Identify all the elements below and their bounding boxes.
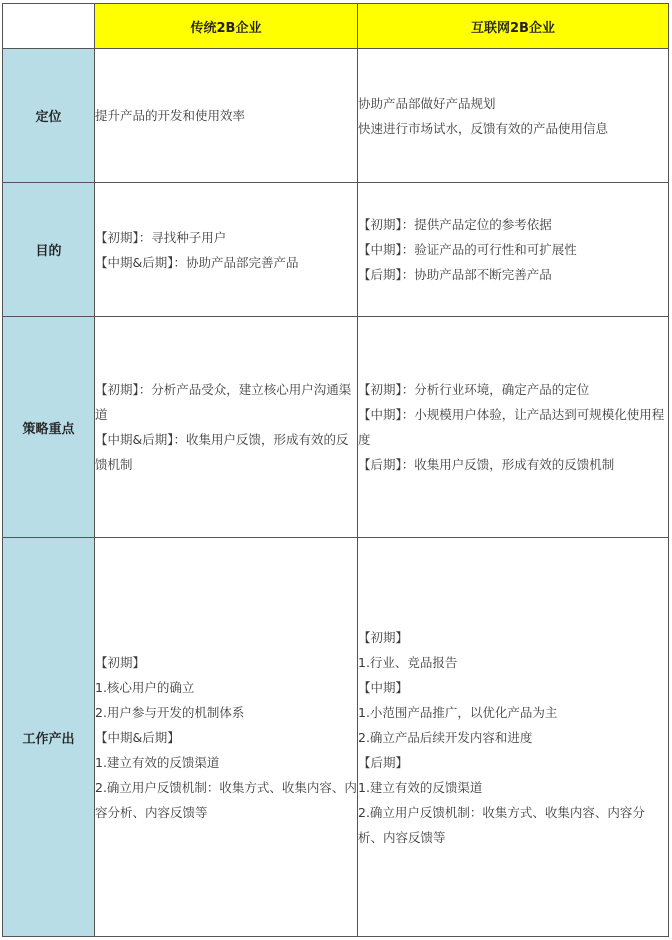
cell-line: 【初期】：分析行业环境，确定产品的定位 — [358, 382, 590, 397]
row-label-purpose: 目的 — [3, 183, 95, 317]
table-row-work-output — [3, 538, 669, 937]
cell-line: 快速进行市场试水，反馈有效的产品使用信息 — [358, 120, 609, 136]
comparison-table — [2, 3, 669, 937]
cell-line: 【初期】：提供产品定位的参考依据 — [358, 217, 552, 232]
cell-line: 【中期&后期】：收集用户反馈，形成有效的反馈机制 — [95, 432, 349, 472]
cell-line: 2.确立用户反馈机制：收集方式、收集内容、内容分析、内容反馈等 — [358, 804, 645, 845]
cell-line: 【后期】：收集用户反馈，形成有效的反馈机制 — [358, 457, 615, 472]
table-row-strategy-focus — [3, 317, 669, 538]
cell-strategy-internet — [358, 317, 669, 538]
cell-positioning-traditional — [95, 49, 358, 183]
cell-line: 【初期】 — [95, 654, 146, 670]
table-row-positioning — [3, 49, 669, 183]
cell-line: 【初期】 — [358, 629, 409, 645]
cell-purpose-internet — [358, 183, 669, 317]
cell-line: 1.建立有效的反馈渠道 — [358, 779, 483, 795]
cell-line: 提升产品的开发和使用效率 — [95, 108, 246, 123]
cell-line: 【初期】：寻找种子用户 — [95, 229, 227, 245]
cell-line: 【后期】：协助产品部不断完善产品 — [358, 267, 552, 282]
cell-line: 2.用户参与开发的机制体系 — [95, 704, 245, 720]
cell-line: 【中期&后期】：协助产品部完善产品 — [95, 254, 299, 270]
cell-line: 【中期】：验证产品的可行性和可扩展性 — [358, 242, 577, 257]
cell-line: 【中期】 — [358, 679, 409, 695]
cell-line: 【中期】：小规模用户体验，让产品达到可规模化使用程度 — [358, 407, 665, 447]
cell-line: 【中期&后期】 — [95, 729, 180, 745]
cell-line: 【初期】：分析产品受众，建立核心用户沟通渠道 — [95, 382, 352, 422]
cell-line: 2.确立产品后续开发内容和进度 — [358, 729, 533, 745]
row-label-strategy-focus: 策略重点 — [3, 317, 95, 538]
cell-positioning-internet — [358, 49, 669, 183]
cell-line: 1.核心用户的确立 — [95, 679, 195, 695]
cell-purpose-traditional — [95, 183, 358, 317]
cell-line: 协助产品部做好产品规划 — [358, 95, 496, 111]
cell-line: 1.行业、竞品报告 — [358, 654, 458, 670]
table-header-row — [3, 4, 669, 49]
row-label-work-output: 工作产出 — [3, 538, 95, 937]
cell-output-internet — [358, 538, 669, 937]
cell-line: 【后期】 — [358, 754, 409, 770]
cell-strategy-traditional — [95, 317, 358, 538]
cell-output-traditional — [95, 538, 358, 937]
table-row-purpose — [3, 183, 669, 317]
cell-line: 1.小范围产品推广，以优化产品为主 — [358, 704, 558, 720]
cell-line: 1.建立有效的反馈渠道 — [95, 754, 220, 770]
cell-line: 2.确立用户反馈机制：收集方式、收集内容、内容分析、内容反馈等 — [95, 779, 357, 820]
corner-cell — [3, 4, 95, 49]
column-header-internet-2b: 互联网2B企业 — [358, 4, 669, 49]
row-label-positioning: 定位 — [3, 49, 95, 183]
column-header-traditional-2b: 传统2B企业 — [95, 4, 358, 49]
